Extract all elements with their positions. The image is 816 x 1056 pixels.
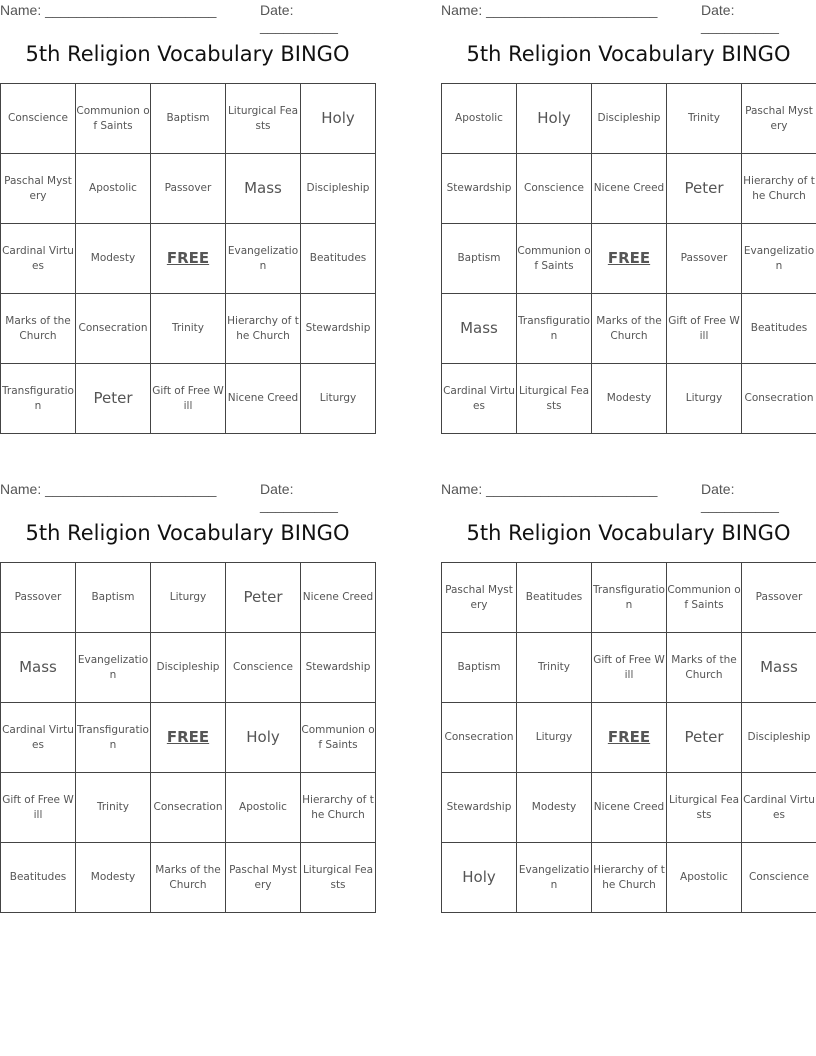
bingo-cell: Cardinal Virtues bbox=[1, 224, 76, 294]
bingo-cell: Passover bbox=[151, 154, 226, 224]
bingo-cell: Paschal Mystery bbox=[1, 154, 76, 224]
bingo-cell: Consecration bbox=[76, 294, 151, 364]
bingo-cell: Modesty bbox=[517, 773, 592, 843]
bingo-cell: Holy bbox=[442, 843, 517, 913]
bingo-cell: Paschal Mystery bbox=[226, 843, 301, 913]
grid-row bbox=[442, 294, 816, 364]
bingo-cell: Apostolic bbox=[442, 84, 517, 154]
grid-row bbox=[1, 154, 376, 224]
grid-row bbox=[1, 84, 376, 154]
bingo-cell: Gift of Free Will bbox=[667, 294, 742, 364]
grid-row bbox=[442, 84, 816, 154]
bingo-cell: Evangelization bbox=[517, 843, 592, 913]
bingo-cell: Nicene Creed bbox=[592, 154, 667, 224]
bingo-cell: Marks of the Church bbox=[667, 633, 742, 703]
grid-row bbox=[442, 563, 816, 633]
bingo-cell: Beatitudes bbox=[742, 294, 816, 364]
grid-row bbox=[1, 843, 376, 913]
bingo-cell: Trinity bbox=[76, 773, 151, 843]
bingo-cell: Liturgical Feasts bbox=[301, 843, 376, 913]
bingo-cell: Communion of Saints bbox=[517, 224, 592, 294]
bingo-cell: Discipleship bbox=[151, 633, 226, 703]
card-header bbox=[441, 0, 816, 34]
bingo-cell: Cardinal Virtues bbox=[442, 364, 517, 434]
bingo-cell: Transfiguration bbox=[76, 703, 151, 773]
bingo-grid bbox=[441, 562, 816, 913]
grid-row bbox=[442, 703, 816, 773]
grid-row bbox=[442, 154, 816, 224]
bingo-cell: Trinity bbox=[517, 633, 592, 703]
bingo-cell: Consecration bbox=[442, 703, 517, 773]
grid-row bbox=[442, 633, 816, 703]
bingo-cell: Stewardship bbox=[442, 773, 517, 843]
card-title: 5th Religion Vocabulary BINGO bbox=[25, 521, 350, 545]
bingo-grid bbox=[0, 83, 376, 434]
bingo-cell: Liturgical Feasts bbox=[226, 84, 301, 154]
grid-row bbox=[1, 224, 376, 294]
name-field-label: Name: ______________________ bbox=[441, 2, 658, 18]
grid-row bbox=[1, 294, 376, 364]
bingo-cell: Evangelization bbox=[226, 224, 301, 294]
bingo-cell: Trinity bbox=[667, 84, 742, 154]
bingo-cell: Nicene Creed bbox=[301, 563, 376, 633]
bingo-cell: Liturgy bbox=[301, 364, 376, 434]
bingo-cell: Nicene Creed bbox=[226, 364, 301, 434]
bingo-cell: Stewardship bbox=[442, 154, 517, 224]
bingo-cell: Communion of Saints bbox=[667, 563, 742, 633]
bingo-cell: Nicene Creed bbox=[592, 773, 667, 843]
bingo-cell: Transfiguration bbox=[517, 294, 592, 364]
card-header bbox=[0, 0, 375, 34]
bingo-cell: Peter bbox=[667, 703, 742, 773]
bingo-cell: Communion of Saints bbox=[76, 84, 151, 154]
bingo-cell: Evangelization bbox=[76, 633, 151, 703]
bingo-cell: Holy bbox=[226, 703, 301, 773]
bingo-cell: Peter bbox=[667, 154, 742, 224]
date-field-label: Date: __________ bbox=[260, 2, 338, 34]
bingo-cell: Communion of Saints bbox=[301, 703, 376, 773]
bingo-cell: Liturgical Feasts bbox=[667, 773, 742, 843]
bingo-cell: Evangelization bbox=[742, 224, 816, 294]
bingo-cell: Marks of the Church bbox=[1, 294, 76, 364]
free-space: FREE bbox=[592, 224, 667, 294]
bingo-cell: Conscience bbox=[1, 84, 76, 154]
bingo-cell: Hierarchy of the Church bbox=[226, 294, 301, 364]
bingo-cell: Marks of the Church bbox=[592, 294, 667, 364]
bingo-cell: Baptism bbox=[442, 633, 517, 703]
bingo-cell: Liturgy bbox=[667, 364, 742, 434]
grid-row bbox=[1, 364, 376, 434]
bingo-cell: Mass bbox=[442, 294, 517, 364]
bingo-cell: Mass bbox=[226, 154, 301, 224]
bingo-cell: Passover bbox=[1, 563, 76, 633]
bingo-cell: Beatitudes bbox=[517, 563, 592, 633]
grid-row bbox=[442, 364, 816, 434]
bingo-grid bbox=[441, 83, 816, 434]
bingo-cell: Beatitudes bbox=[1, 843, 76, 913]
bingo-cell: Conscience bbox=[226, 633, 301, 703]
bingo-cell: Discipleship bbox=[301, 154, 376, 224]
bingo-cell: Peter bbox=[76, 364, 151, 434]
bingo-cell: Marks of the Church bbox=[151, 843, 226, 913]
bingo-cell: Cardinal Virtues bbox=[742, 773, 816, 843]
grid-row bbox=[442, 224, 816, 294]
bingo-cell: Consecration bbox=[742, 364, 816, 434]
bingo-cell: Beatitudes bbox=[301, 224, 376, 294]
bingo-cell: Liturgy bbox=[517, 703, 592, 773]
bingo-cell: Paschal Mystery bbox=[742, 84, 816, 154]
date-field-label: Date: __________ bbox=[260, 481, 338, 513]
bingo-cell: Consecration bbox=[151, 773, 226, 843]
bingo-cell: Apostolic bbox=[226, 773, 301, 843]
bingo-cell: Trinity bbox=[151, 294, 226, 364]
bingo-cell: Baptism bbox=[442, 224, 517, 294]
bingo-cell: Stewardship bbox=[301, 294, 376, 364]
free-space: FREE bbox=[592, 703, 667, 773]
bingo-cell: Liturgical Feasts bbox=[517, 364, 592, 434]
grid-row bbox=[1, 563, 376, 633]
bingo-cell: Cardinal Virtues bbox=[1, 703, 76, 773]
grid-row bbox=[442, 843, 816, 913]
name-field-label: Name: ______________________ bbox=[0, 2, 217, 18]
bingo-cell: Baptism bbox=[151, 84, 226, 154]
bingo-cell: Paschal Mystery bbox=[442, 563, 517, 633]
bingo-cell: Gift of Free Will bbox=[1, 773, 76, 843]
name-field-label: Name: ______________________ bbox=[441, 481, 658, 497]
bingo-cell: Discipleship bbox=[742, 703, 816, 773]
bingo-cell: Stewardship bbox=[301, 633, 376, 703]
bingo-grid bbox=[0, 562, 376, 913]
bingo-cell: Transfiguration bbox=[592, 563, 667, 633]
bingo-cell: Passover bbox=[742, 563, 816, 633]
card-title: 5th Religion Vocabulary BINGO bbox=[466, 521, 791, 545]
bingo-cell: Conscience bbox=[517, 154, 592, 224]
bingo-cell: Apostolic bbox=[76, 154, 151, 224]
bingo-cell: Modesty bbox=[76, 224, 151, 294]
card-title: 5th Religion Vocabulary BINGO bbox=[25, 42, 350, 66]
bingo-cell: Hierarchy of the Church bbox=[742, 154, 816, 224]
bingo-cell: Holy bbox=[301, 84, 376, 154]
bingo-cell: Hierarchy of the Church bbox=[301, 773, 376, 843]
bingo-cell: Liturgy bbox=[151, 563, 226, 633]
grid-row bbox=[1, 633, 376, 703]
bingo-cell: Modesty bbox=[592, 364, 667, 434]
card-header bbox=[441, 479, 816, 513]
bingo-cell: Mass bbox=[742, 633, 816, 703]
bingo-cell: Peter bbox=[226, 563, 301, 633]
bingo-cell: Holy bbox=[517, 84, 592, 154]
date-field-label: Date: __________ bbox=[701, 2, 779, 34]
grid-row bbox=[1, 773, 376, 843]
card-header bbox=[0, 479, 375, 513]
bingo-cell: Passover bbox=[667, 224, 742, 294]
grid-row bbox=[1, 703, 376, 773]
free-space: FREE bbox=[151, 224, 226, 294]
bingo-cell: Gift of Free Will bbox=[592, 633, 667, 703]
bingo-cell: Gift of Free Will bbox=[151, 364, 226, 434]
bingo-cell: Mass bbox=[1, 633, 76, 703]
date-field-label: Date: __________ bbox=[701, 481, 779, 513]
bingo-cell: Modesty bbox=[76, 843, 151, 913]
free-space: FREE bbox=[151, 703, 226, 773]
bingo-cell: Discipleship bbox=[592, 84, 667, 154]
name-field-label: Name: ______________________ bbox=[0, 481, 217, 497]
bingo-cell: Transfiguration bbox=[1, 364, 76, 434]
grid-row bbox=[442, 773, 816, 843]
bingo-cell: Baptism bbox=[76, 563, 151, 633]
bingo-cell: Apostolic bbox=[667, 843, 742, 913]
bingo-cell: Conscience bbox=[742, 843, 816, 913]
bingo-cell: Hierarchy of the Church bbox=[592, 843, 667, 913]
card-title: 5th Religion Vocabulary BINGO bbox=[466, 42, 791, 66]
